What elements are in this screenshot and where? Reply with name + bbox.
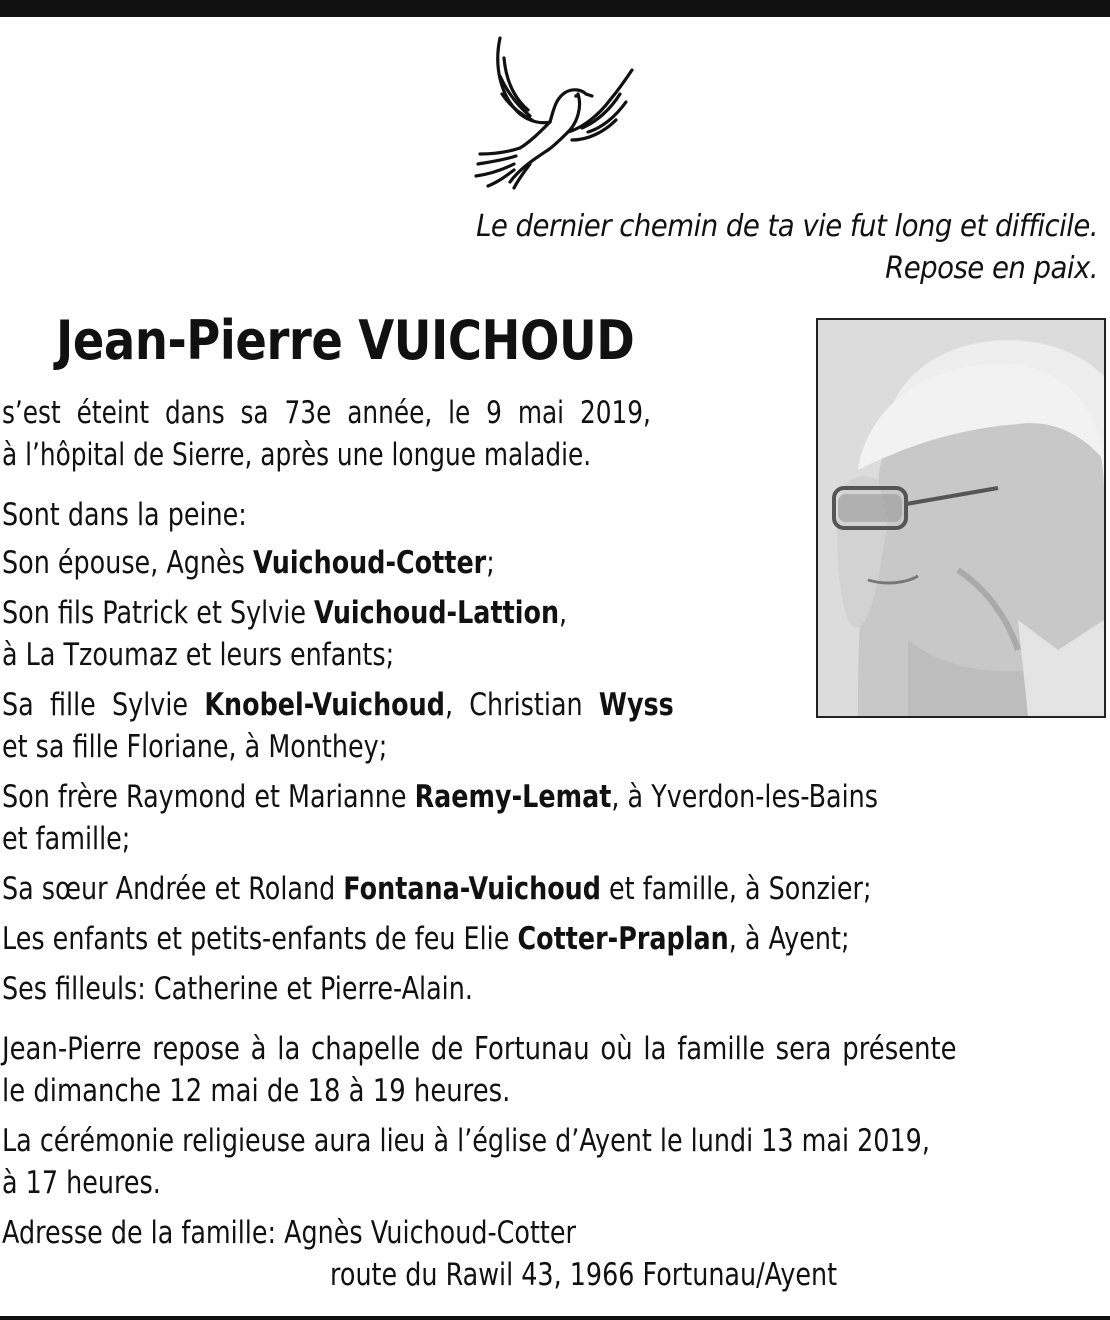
- mourner-sister: [2, 868, 872, 910]
- mourner-surname: Knobel-Vuichoud: [204, 687, 445, 723]
- mourner-text: , à Yverdon-les-Bains: [611, 779, 879, 815]
- mourner-text: Sa sœur Andrée et Roland: [2, 871, 344, 907]
- mourner-brother: [2, 776, 878, 860]
- dove-icon: [470, 36, 636, 192]
- death-notice: [2, 392, 651, 476]
- mourner-text: et sa fille Floriane, à Monthey;: [2, 729, 388, 765]
- epigraph-line-2: Repose en paix.: [885, 251, 1098, 286]
- mourner-daughter: [2, 684, 674, 768]
- ceremony-notice: [2, 1120, 930, 1204]
- mourner-text: ,: [559, 595, 568, 631]
- mourner-text: , à Ayent;: [728, 921, 850, 957]
- deceased-name: Jean-Pierre VUICHOUD: [56, 309, 635, 372]
- top-rule: [0, 0, 1110, 17]
- mourner-text: et famille, à Sonzier;: [600, 871, 872, 907]
- bottom-rule: [0, 1316, 1110, 1320]
- death-notice-line-1: s’est éteint dans sa 73e année, le 9 mai 2019,: [2, 395, 651, 431]
- mourner-surname: Cotter-Praplan: [517, 921, 729, 957]
- mourner-surname: Vuichoud-Cotter: [252, 545, 487, 581]
- visitation-line-1: Jean-Pierre repose à la chapelle de Fortunau où la famille sera présente: [2, 1031, 957, 1067]
- epigraph: [476, 206, 1098, 290]
- mourner-son: [2, 592, 567, 676]
- family-address: [2, 1212, 576, 1254]
- mourner-surname: Fontana-Vuichoud: [343, 871, 601, 907]
- address-label: Adresse de la famille:: [2, 1215, 277, 1251]
- visitation-notice: [2, 1028, 957, 1112]
- mourner-cotter-family: [2, 918, 850, 960]
- mourner-text: et famille;: [2, 821, 131, 857]
- mourner-text: Son fils Patrick et Sylvie: [2, 595, 315, 631]
- mourner-text: Les enfants et petits-enfants de feu Elie: [2, 921, 518, 957]
- mourner-spouse: [2, 542, 495, 584]
- ceremony-line-1: La cérémonie religieuse aura lieu à l’église d’Ayent le lundi 13 mai 2019,: [2, 1123, 930, 1159]
- epigraph-line-1: Le dernier chemin de ta vie fut long et difficile.: [476, 209, 1098, 244]
- mourner-godchildren: Ses filleuls: Catherine et Pierre-Alain.: [2, 971, 473, 1007]
- mourner-surname: Raemy-Lemat: [414, 779, 612, 815]
- visitation-line-2: le dimanche 12 mai de 18 à 19 heures.: [2, 1073, 511, 1109]
- mourner-text: Sa fille Sylvie: [2, 687, 205, 723]
- portrait-photo: [816, 318, 1106, 718]
- mourner-text: Son épouse, Agnès: [2, 545, 253, 581]
- mourner-text: , Christian: [444, 687, 599, 723]
- mourner-surname: Vuichoud-Lattion: [314, 595, 560, 631]
- mourner-text: à La Tzoumaz et leurs enfants;: [2, 637, 395, 673]
- ceremony-line-2: à 17 heures.: [2, 1165, 161, 1201]
- mourners-intro: Sont dans la peine:: [2, 497, 247, 533]
- death-notice-line-2: à l’hôpital de Sierre, après une longue maladie.: [2, 437, 592, 473]
- address-name: Agnès Vuichoud-Cotter: [284, 1215, 576, 1251]
- address-street: route du Rawil 43, 1966 Fortunau/Ayent: [330, 1257, 838, 1293]
- mourner-text: ;: [486, 545, 495, 581]
- mourner-surname: Wyss: [598, 687, 674, 723]
- mourner-text: Son frère Raymond et Marianne: [2, 779, 415, 815]
